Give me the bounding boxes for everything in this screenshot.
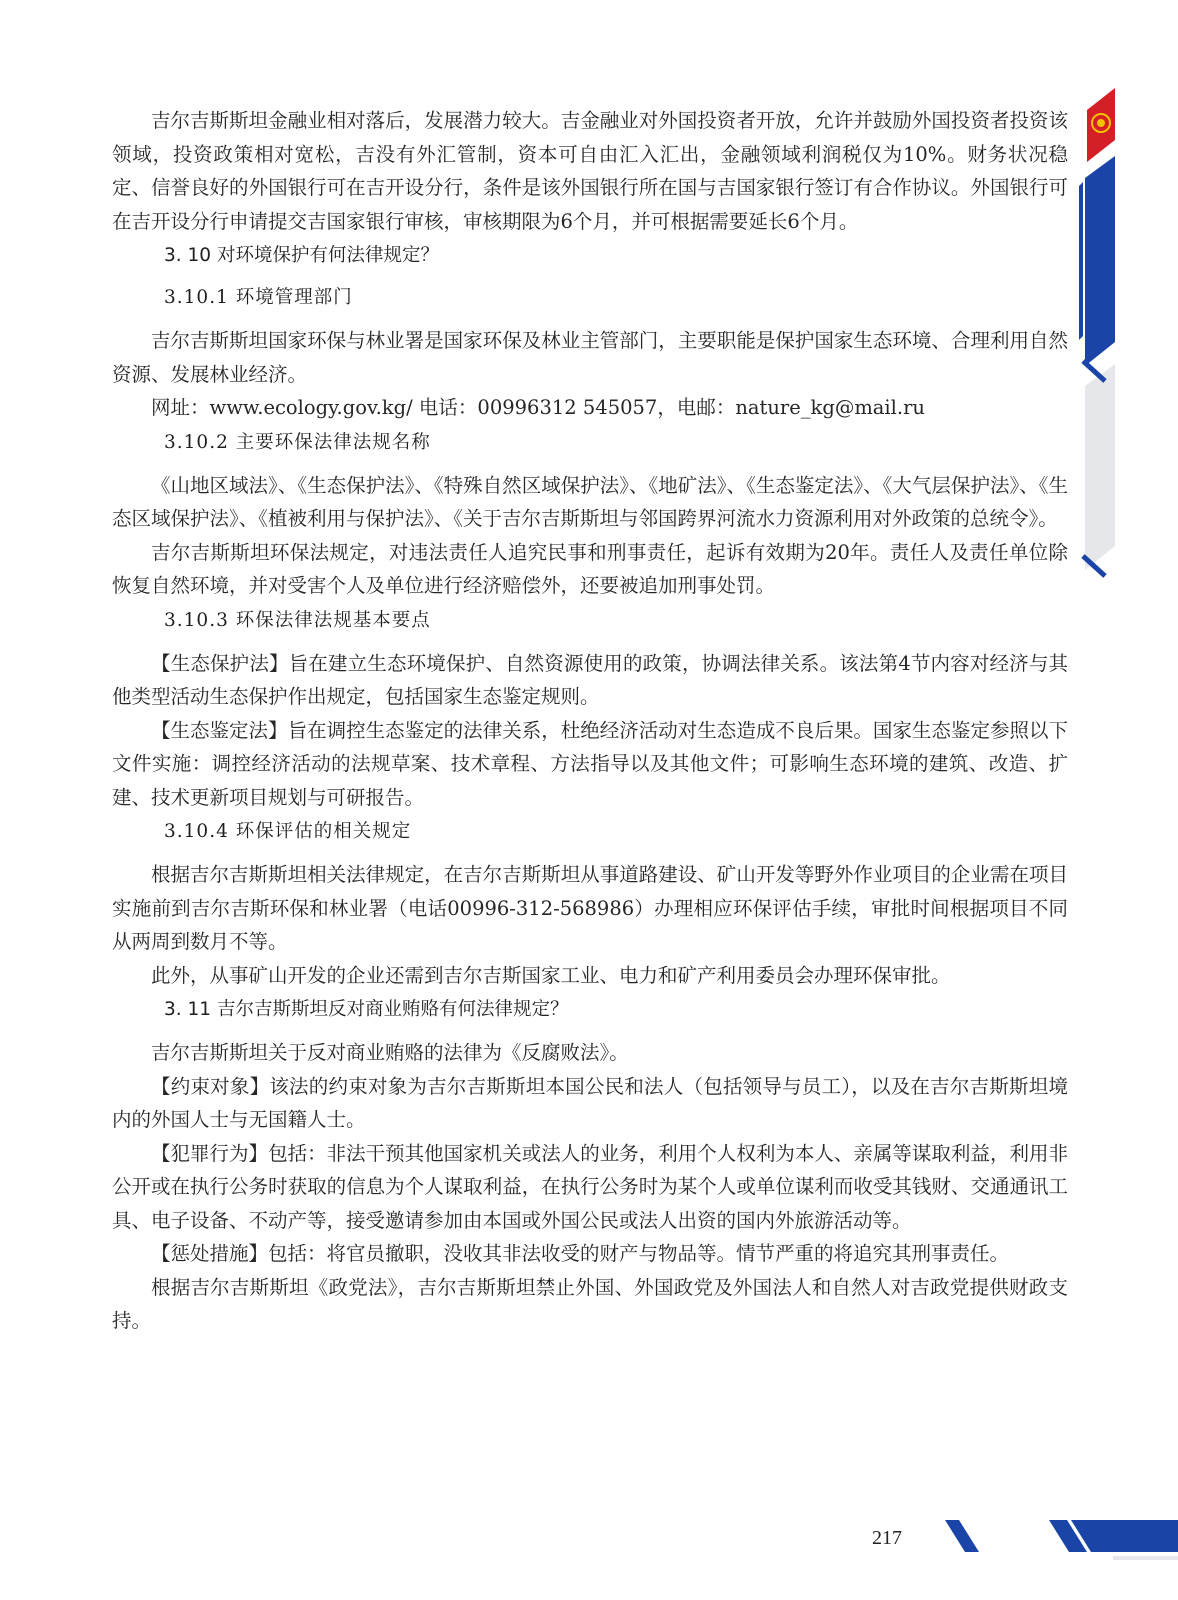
main-content <box>112 104 1068 1338</box>
subsection-heading-3-10-4: 3.10.4 环保评估的相关规定 <box>164 821 412 842</box>
paragraph-liability: 吉尔吉斯斯坦环保法规定，对违法责任人追究民事和刑事责任，起诉有效期为20年。责任人及责任单位除恢复自然环境，并对受害个人及单位进行经济赔偿外，还要被追加刑事处罚。 <box>112 540 1068 597</box>
paragraph-party-law: 根据吉尔吉斯斯坦《政党法》，吉尔吉斯斯坦禁止外国、外国政党及外国法人和自然人对吉政党提供财政支持。 <box>112 1275 1068 1332</box>
paragraph-contact: 网址：www.ecology.gov.kg/ 电话：00996312 545057，电邮：nature_kg@mail.ru <box>151 396 925 419</box>
paragraph-anticorruption-law: 吉尔吉斯斯坦关于反对商业贿赂的法律为《反腐败法》。 <box>151 1041 629 1064</box>
section-heading-3-10: 3. 10 对环境保护有何法律规定？ <box>164 245 439 266</box>
paragraph-eco-protection-law: 【生态保护法】旨在建立生态环境保护、自然资源使用的政策，协调法律关系。该法第4节内容对经济与其他类型活动生态保护作出规定，包括国家生态鉴定规则。 <box>112 651 1068 708</box>
side-tab-decoration <box>1075 86 1178 586</box>
section-heading-3-11: 3. 11 吉尔吉斯斯坦反对商业贿赂有何法律规定？ <box>164 999 569 1020</box>
paragraph-eco-expertise-law: 【生态鉴定法】旨在调控生态鉴定的法律关系，杜绝经济活动对生态造成不良后果。国家生态鉴定参照以下文件实施：调控经济活动的法规草案、技术章程、方法指导以及其他文件；可影响生态环境的建筑、改造、扩建、技术更新项目规划与可研报告。 <box>112 718 1068 809</box>
footer-stripe-decoration <box>945 1520 1178 1572</box>
page-number: 217 <box>872 1527 902 1549</box>
subsection-heading-3-10-1: 3.10.1 环境管理部门 <box>164 287 353 308</box>
subsection-heading-3-10-2: 3.10.2 主要环保法律法规名称 <box>164 431 431 453</box>
paragraph-env-agency: 吉尔吉斯斯坦国家环保与林业署是国家环保及林业主管部门，主要职能是保护国家生态环境、合理利用自然资源、发展林业经济。 <box>112 329 1068 386</box>
gray-band-shape <box>1085 364 1115 570</box>
paragraph-law-list: 《山地区域法》、《生态保护法》、《特殊自然区域保护法》、《地矿法》、《生态鉴定法》、《大气层保护法》、《生态区域保护法》、《植被利用与保护法》、《关于吉尔吉斯斯坦与邻国跨界河流水力资源利用对外政策的总统令》。 <box>112 473 1068 530</box>
paragraph-finance: 吉尔吉斯斯坦金融业相对落后，发展潜力较大。吉金融业对外国投资者开放，允许并鼓励外国投资者投资该领域，投资政策相对宽松，吉没有外汇管制，资本可自由汇入汇出，金融领域利润税仅为10%。财务状况稳定、信誉良好的外国银行可在吉开设分行，条件是该外国银行所在国与吉国家银行签订有合作协议。外国银行可在吉开设分行申请提交吉国家银行审核，审核期限为6个月，并可根据需要延长6个月。 <box>112 109 1068 233</box>
paragraph-penalties: 【惩处措施】包括：将官员撤职，没收其非法收受的财产与物品等。情节严重的将追究其刑事责任。 <box>151 1242 1010 1265</box>
paragraph-assessment: 根据吉尔吉斯斯坦相关法律规定，在吉尔吉斯斯坦从事道路建设、矿山开发等野外作业项目的企业需在项目实施前到吉尔吉斯环保和林业署（电话00996-312-568986）办理相应环保评估手续，审批时间根据项目不同从两周到数月不等。 <box>112 863 1068 953</box>
subsection-heading-3-10-3: 3.10.3 环保法律法规基本要点 <box>164 609 431 631</box>
stripe-decoration <box>1083 361 1105 381</box>
paragraph-mining-approval: 此外，从事矿山开发的企业还需到吉尔吉斯国家工业、电力和矿产利用委员会办理环保审批。 <box>151 963 951 987</box>
blue-band-shape <box>1085 156 1115 366</box>
paragraph-offenses: 【犯罪行为】包括：非法干预其他国家机关或法人的业务，利用个人权利为本人、亲属等谋取利益，利用非公开或在执行公务时获取的信息为个人谋取利益，在执行公务时为某个人或单位谋利而收受其钱财、交通通讯工具、电子设备、不动产等，接受邀请参加由本国或外国公民或法人出资的国内外旅游活动等。 <box>112 1141 1068 1232</box>
paragraph-subjects: 【约束对象】该法的约束对象为吉尔吉斯斯坦本国公民和法人（包括领导与员工），以及在吉尔吉斯斯坦境内的外国人士与无国籍人士。 <box>112 1074 1068 1131</box>
